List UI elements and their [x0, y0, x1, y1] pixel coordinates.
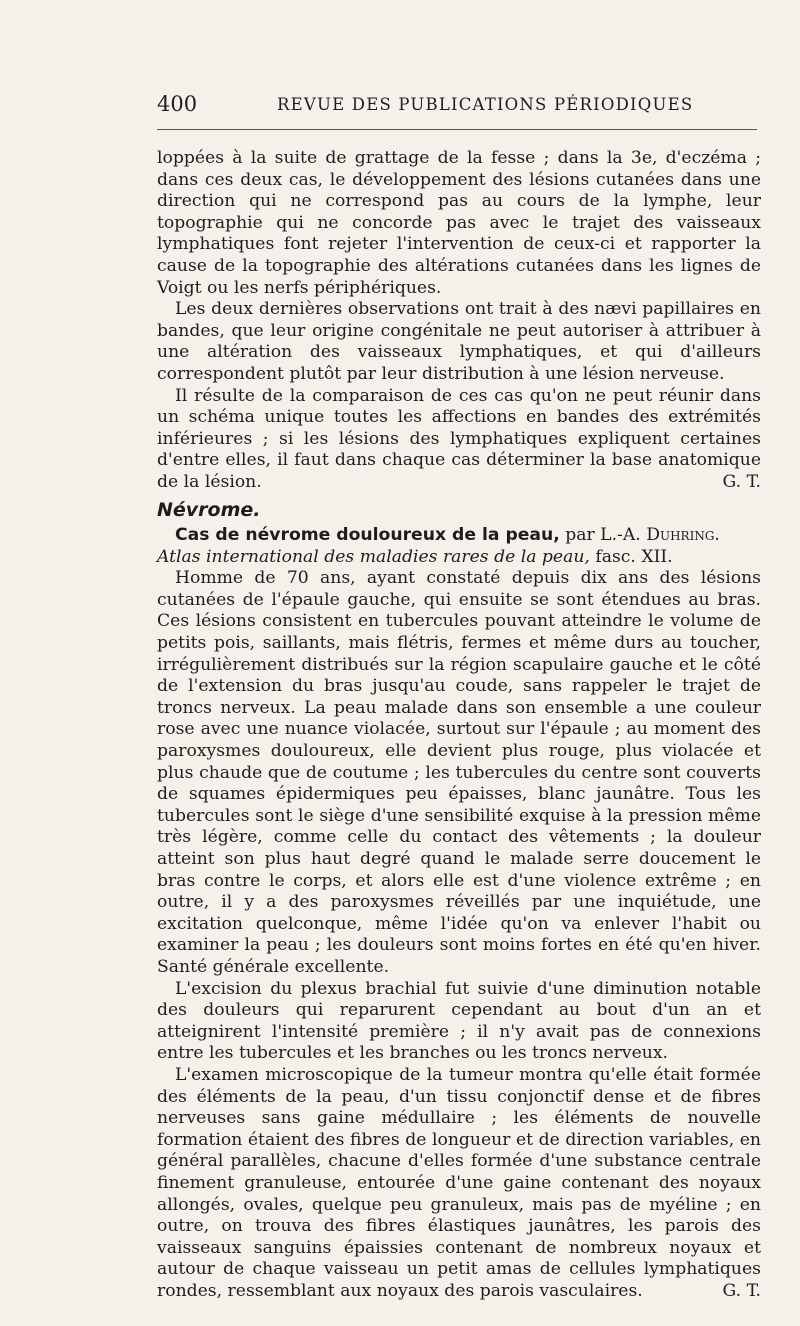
- signature: G. T.: [722, 471, 761, 492]
- paragraph: [157, 386, 761, 494]
- paragraph: L'excision du plexus brachial fut suivie d'une diminution notable des douleurs qui reparurent cependant au bout d'un an et atteignirent l'intensité première ; il n'y avait pas de connexions entre les tubercules et les branches ou les troncs nerveux.: [157, 978, 761, 1064]
- article-title: Cas de névrome douloureux de la peau,: [175, 525, 560, 546]
- article-heading: [157, 525, 761, 547]
- header-rule: [157, 129, 757, 130]
- running-header: [157, 92, 757, 122]
- paragraph: loppées à la suite de grattage de la fesse ; dans la 3e, d'eczéma ; dans ces deux cas, le développement des lésions cutanées dans une direction qui ne correspond pas au cours de la lymphe, leur topographie qui ne concorde pas avec le trajet des vaisseaux lymphatiques font rejeter l'intervention de ceux-ci et rapporter la cause de la topographie des altérations cutanées dans les lignes de Voigt ou les nerfs périphériques.: [157, 148, 761, 298]
- paragraph-text: Il résulte de la comparaison de ces cas qu'on ne peut réunir dans un schéma unique toutes les affections en bandes des extrémités inférieures ; si les lésions des lymphatiques expliquent certaines d'entre elles, il faut dans chaque cas déterminer la base anatomique de la lésion.: [157, 385, 761, 492]
- article-source: [157, 547, 761, 569]
- article-author: L.-A. Duhring.: [600, 525, 720, 546]
- running-title: REVUE DES PUBLICATIONS PÉRIODIQUES: [277, 95, 694, 114]
- signature: G. T.: [722, 1280, 761, 1301]
- article-by: par: [559, 525, 601, 546]
- paragraph-text: L'examen microscopique de la tumeur montra qu'elle était formée des éléments de la peau, d'un tissu conjonctif dense et de fibres nerveuses sans gaine médullaire ; les éléments de nouvelle formation étaient des fibres de longueur et de direction variables, en général parallèles, chacune d'elles formée d'une substance centrale finement granuleuse, entourée d'une gaine contenant des noyaux allongés, ovales, quelque peu granuleux, mais pas de myéline ; en outre, on trouva des fibres élastiques jaunâtres, les parois des vaisseaux sanguins épaissies contenant de nombreux noyaux et autour de chaque vaisseau un petit amas de cellules lymphatiques rondes, ressemblant aux noyaux des parois vasculaires.: [157, 1064, 761, 1301]
- paragraph: Les deux dernières observations ont trait à des nævi papillaires en bandes, que leur origine congénitale ne peut autoriser à attribuer à une altération des vaisseaux lymphatiques, et qui d'ailleurs correspondent plutôt par leur distribution à une lésion nerveuse.: [157, 299, 761, 384]
- body-text: [157, 148, 761, 1302]
- paragraph: [157, 1065, 761, 1303]
- paragraph: Homme de 70 ans, ayant constaté depuis dix ans des lésions cutanées de l'épaule gauche, qui ensuite se sont étendues au bras. Ces lésions consistent en tubercules pouvant atteindre le volume de petits pois, saillants, mais flétris, fermes et même durs au toucher, irrégulièrement distribués sur la région scapulaire gauche et le côté de l'extension du bras jusqu'au coude, sans rappeler le trajet de troncs nerveux. La peau malade dans son ensemble a une couleur rose avec une nuance violacée, surtout sur l'épaule ; au moment des paroxysmes douloureux, elle devient plus rouge, plus violacée et plus chaude que de coutume ; les tubercules du centre sont couverts de squames épidermiques peu épaisses, blanc jaunâtre. Tous les tubercules sont le siège d'une sensibilité exquise à la pression même très légère, comme celle du contact des vêtements ; la douleur atteint son plus haut degré quand le malade serre doucement le bras contre le corps, et alors elle est d'une violence extrême ; en outre, il y a des paroxysmes réveillés par une inquiétude, une excitation quelconque, même l'idée qu'on va enlever l'habit ou examiner la peau ; les douleurs sont moins fortes en été qu'en hiver. Santé générale excellente.: [157, 568, 761, 977]
- page-number: 400: [157, 92, 198, 116]
- section-title: Névrome.: [157, 498, 261, 521]
- journal-issue: fasc. XII.: [589, 546, 673, 567]
- journal-title: Atlas international des maladies rares de la peau,: [157, 546, 590, 567]
